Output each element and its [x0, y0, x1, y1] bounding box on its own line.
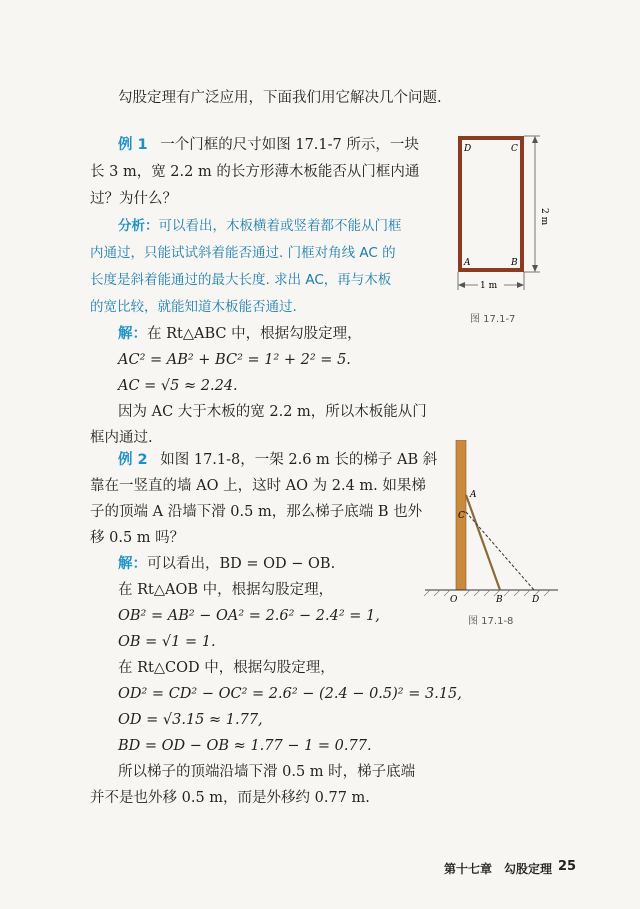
solution2-line10: 并不是也外移 0.5 m，而是外移约 0.77 m.: [90, 790, 370, 806]
width-label: 1 m: [480, 281, 498, 291]
solution1-line5: 框内通过.: [90, 430, 153, 446]
figure-door-frame: [440, 130, 580, 300]
solution2-label: 解：: [118, 556, 147, 572]
figure2-caption: 图 17.1-8: [468, 616, 514, 627]
solution2-line2: 在 Rt△AOB 中，根据勾股定理，: [118, 582, 334, 598]
analysis-line2: 内通过，只能试试斜着能否通过. 门框对角线 AC 的: [90, 245, 396, 261]
point-D-label: D: [464, 144, 472, 154]
solution1-line4: 因为 AC 大于木板的宽 2.2 m，所以木板能从门: [118, 404, 427, 420]
point-B-label: B: [496, 595, 503, 605]
analysis-line3: 长度是斜着能通过的最大长度. 求出 AC，再与木板: [90, 272, 392, 288]
footer-chapter: 第十七章 勾股定理: [444, 862, 553, 876]
analysis-label: 分析：: [118, 218, 159, 234]
solution2-line1: 解：可以看出，BD = OD − OB.: [118, 556, 336, 572]
example2-line2: 靠在一竖直的墙 AO 上，这时 AO 为 2.4 m. 如果梯: [90, 478, 426, 494]
example2-line4: 移 0.5 m 吗？: [90, 530, 185, 546]
solution1-label: 解：: [118, 326, 147, 342]
point-C-label: C: [458, 511, 465, 521]
analysis-line4: 的宽比较，就能知道木板能否通过.: [90, 299, 297, 315]
height-label: 2 m: [539, 208, 549, 226]
example1-line2: 长 3 m，宽 2.2 m 的长方形薄木板能否从门框内通: [90, 164, 420, 180]
example1-line1: 例 1 一个门框的尺寸如图 17.1-7 所示，一块: [118, 137, 419, 153]
solution2-line4: OB = √1 = 1.: [118, 634, 216, 650]
example1-label: 例 1: [118, 137, 148, 153]
point-O-label: O: [450, 595, 458, 605]
solution2-line8: BD = OD − OB ≈ 1.77 − 1 = 0.77.: [118, 738, 372, 754]
example2-line3: 子的顶端 A 沿墙下滑 0.5 m，那么梯子底端 B 也外: [90, 504, 423, 520]
point-B-label: B: [511, 258, 518, 268]
figure-ladder: [420, 440, 560, 610]
ladder-AB: [466, 495, 500, 590]
door-frame-inner: [462, 140, 520, 268]
ladder-CD: [466, 512, 534, 590]
solution1-line3: AC = √5 ≈ 2.24.: [118, 378, 238, 394]
example2-line1: 例 2 如图 17.1-8，一架 2.6 m 长的梯子 AB 斜: [118, 452, 438, 468]
solution1-line2: AC² = AB² + BC² = 1² + 2² = 5.: [118, 352, 351, 368]
point-A-label: A: [470, 490, 477, 500]
point-A-label: A: [464, 258, 471, 268]
page-number: 25: [558, 859, 577, 874]
example2-label: 例 2: [118, 452, 148, 468]
solution1-line1: 解：在 Rt△ABC 中，根据勾股定理，: [118, 326, 362, 342]
point-D-label: D: [532, 595, 540, 605]
example1-line3: 过？为什么？: [90, 191, 177, 207]
solution2-line5: 在 Rt△COD 中，根据勾股定理，: [118, 660, 335, 676]
solution2-line6: OD² = CD² − OC² = 2.6² − (2.4 − 0.5)² = 3.15,: [118, 686, 462, 702]
solution2-line9: 所以梯子的顶端沿墙下滑 0.5 m 时，梯子底端: [118, 764, 416, 780]
solution2-line7: OD = √3.15 ≈ 1.77,: [118, 712, 263, 728]
analysis-line1: 分析：可以看出，木板横着或竖着都不能从门框: [118, 218, 402, 234]
solution2-line3: OB² = AB² − OA² = 2.6² − 2.4² = 1,: [118, 608, 380, 624]
intro-text: 勾股定理有广泛应用，下面我们用它解决几个问题.: [118, 90, 442, 106]
point-C-label: C: [511, 144, 518, 154]
figure1-caption: 图 17.1-7: [470, 314, 516, 325]
